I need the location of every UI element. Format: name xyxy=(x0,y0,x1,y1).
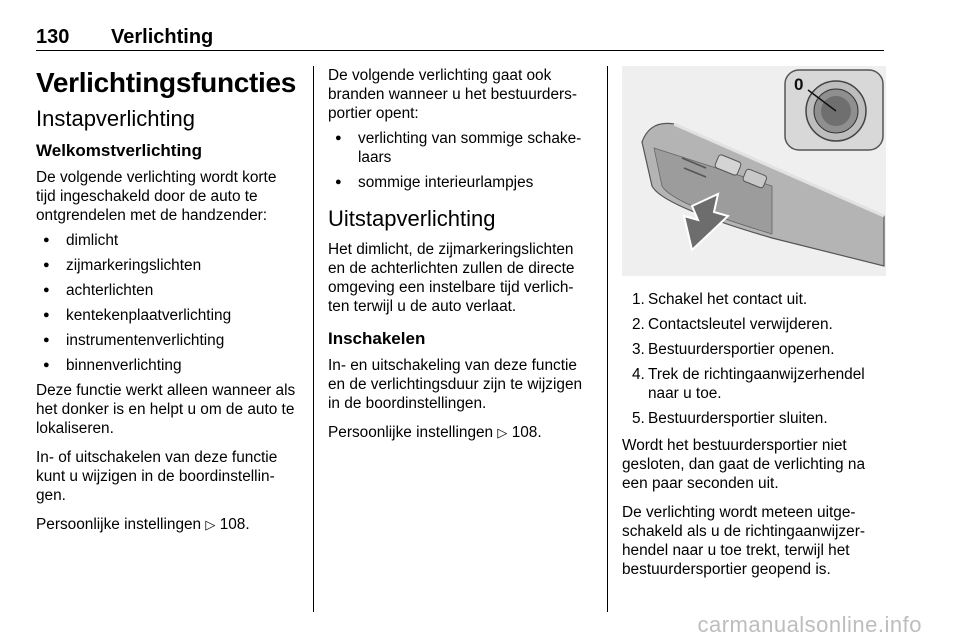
list-item: ● sommige interieurlampjes xyxy=(328,173,590,192)
page-ref-arrow-icon: ▷ xyxy=(497,425,508,440)
sub-heading: Inschakelen xyxy=(328,329,426,348)
subsection-title: Instapverlichting xyxy=(36,106,195,131)
ref-page: 108. xyxy=(511,424,542,441)
turn-signal-lever-illustration xyxy=(622,66,886,276)
page-header xyxy=(36,26,884,51)
ref-text: Persoonlijke instellingen xyxy=(36,516,202,533)
sub-heading: Welkomstverlichting xyxy=(36,141,202,160)
section-title: Verlichtingsfuncties xyxy=(36,67,297,98)
column-divider xyxy=(607,66,608,612)
page-number: 130 xyxy=(36,26,70,48)
paragraph: De verlichting wordt meteen uitge-schakeld als u de richtingaanwijzer-hendel naar u toe trekt, terwijl het bestuurdersportier geopend is. xyxy=(622,504,865,578)
running-title: Verlichting xyxy=(111,26,214,48)
paragraph: In- en uitschakeling van deze functie en de verlichtingsduur zijn te wijzigen in de boordinstellingen. xyxy=(328,357,583,412)
subsection-title: Uitstapverlichting xyxy=(328,206,496,231)
list-item: ● instrumentenverlichting xyxy=(36,331,300,350)
list-item: ● achterlichten xyxy=(36,281,300,300)
lever-drawing xyxy=(622,66,886,276)
cross-reference[interactable] xyxy=(36,515,300,534)
ref-page: 108. xyxy=(219,516,250,533)
watermark: carmanualsonline.info xyxy=(697,612,922,637)
list-item: ● binnenverlichting xyxy=(36,356,300,375)
ignition-inset xyxy=(785,70,883,150)
column-1 xyxy=(36,66,300,544)
list-item: 1. Schakel het contact uit. xyxy=(632,291,808,308)
column-divider xyxy=(313,66,314,612)
bullet-list xyxy=(36,231,300,375)
cross-reference[interactable] xyxy=(328,423,590,442)
step-list xyxy=(622,290,886,428)
list-item: ● dimlicht xyxy=(36,231,300,250)
column-2 xyxy=(328,66,590,452)
list-item: 3. Bestuurdersportier openen. xyxy=(632,341,835,358)
paragraph: De volgende verlichting wordt korte tijd ingeschakeld door de auto te ontgrendelen met de handzender: xyxy=(36,169,277,224)
page-ref-arrow-icon: ▷ xyxy=(205,517,216,532)
paragraph: In- of uitschakelen van deze functie kunt u wijzigen in de boordinstellin-gen. xyxy=(36,449,278,504)
list-item: ● zijmarkeringslichten xyxy=(36,256,300,275)
list-item: ● verlichting van sommige schake-laars xyxy=(328,129,590,167)
list-item: ● kentekenplaatverlichting xyxy=(36,306,300,325)
list-item: 4. Trek de richtingaanwijzerhendel naar u toe. xyxy=(632,366,865,402)
paragraph: Wordt het bestuurdersportier niet gesloten, dan gaat de verlichting na een paar seconden uit. xyxy=(622,437,866,492)
paragraph: Deze functie werkt alleen wanneer als het donker is en helpt u om de auto te lokaliseren. xyxy=(36,382,296,437)
list-item: 2. Contactsleutel verwijderen. xyxy=(632,316,833,333)
bullet-list xyxy=(328,129,590,192)
list-item: 5. Bestuurdersportier sluiten. xyxy=(632,410,828,427)
figure-label: 0 xyxy=(794,75,804,94)
paragraph: De volgende verlichting gaat ook branden wanneer u het bestuurders-portier opent: xyxy=(328,67,577,122)
column-3 xyxy=(622,66,886,589)
paragraph: Het dimlicht, de zijmarkeringslichten en de achterlichten zullen de directe omgeving een instelbare tijd verlich-ten terwijl u de auto verlaat. xyxy=(328,241,575,315)
ref-text: Persoonlijke instellingen xyxy=(328,424,494,441)
